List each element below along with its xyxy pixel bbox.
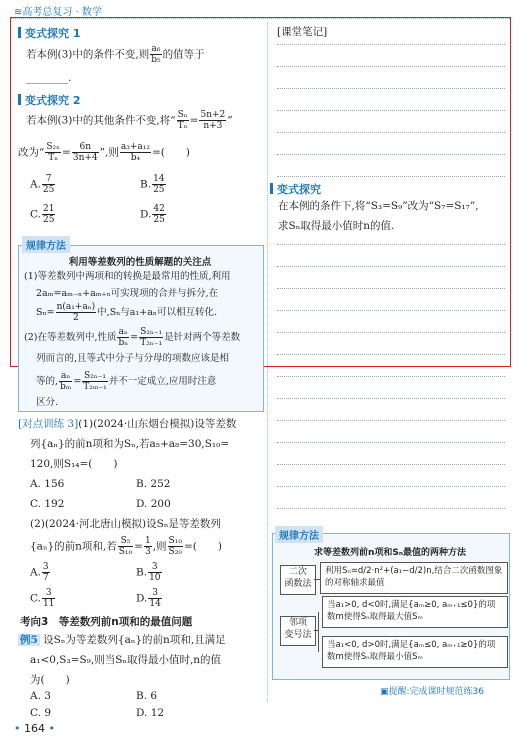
note-line [277, 508, 505, 509]
variant-2-title: 变式探究 2 [18, 92, 80, 108]
method-2-case-1: 当a₁>0, d<0时,满足{aₘ≥0, aₘ₊₁≤0}的项数m使得Sₙ取得最大值Sₘ [322, 596, 508, 628]
drill-option-d[interactable]: D. 200 [136, 498, 171, 510]
note-line [277, 110, 505, 111]
drill-line-1: [对点训练 3](1)(2024·山东烟台模拟)设等差数 [18, 418, 237, 430]
example-5-line-1: 例5 设Sₙ为等差数列{aₙ}的前n项和,且满足 [20, 634, 226, 646]
drill-option-c[interactable]: C. 192 [30, 498, 65, 510]
note-line [277, 310, 505, 311]
note-line [277, 132, 505, 133]
variant-2-option-c[interactable]: C. $\frac{21}{25}$ [30, 204, 55, 225]
variant-1-text: 若本例(3)中的条件不变,则 $\frac{\text{a₆}}{\text{b₅}}$ 的值等于 [26, 44, 205, 65]
method-2-label: 邻项 变号法 [280, 616, 316, 646]
note-line [277, 398, 505, 399]
note-line [277, 354, 505, 355]
variant-1-title: 变式探究 1 [18, 25, 80, 41]
drill-line-3: 120,则S₁₄=( ) [30, 458, 118, 470]
rule-box-1-tag: 规律方法 [22, 236, 70, 253]
rule-box-2-heading: 求等差数列前n项和Sₙ最值的两种方法 [314, 548, 466, 558]
drill-option-a[interactable]: A. 156 [30, 478, 65, 490]
drill-line-2: 列{aₙ}的前n项和为Sₙ,若a₅+a₈=30,S₁₀= [30, 438, 230, 450]
variant-2-line-2: 改为“ $\frac{\text{S₂ₙ}}{\text{Tₙ}}$ = $\frac{6n}{3n+4}$ ”,则 $\frac{\text{a₃+a₁₂}}{\text{b₄}}$ =( ) [18, 142, 190, 163]
note-line [277, 288, 505, 289]
connector [318, 612, 319, 652]
footer-tip: ▣提醒:完成课时规范练36 [380, 687, 484, 697]
rule-box-1-heading: 利用等差数列的性质解题的关注点 [68, 257, 212, 268]
direction-3-title: 考向3 等差数列前n项和的最值问题 [20, 616, 193, 628]
example-5-option-c[interactable]: C. 9 [30, 707, 52, 719]
note-line [277, 332, 505, 333]
note-line [277, 88, 505, 89]
note-line [277, 442, 505, 443]
variant-2-option-d[interactable]: D. $\frac{42}{25}$ [140, 204, 165, 225]
notes-title: [课堂笔记] [277, 26, 328, 38]
rule-box-2-tag: 规律方法 [275, 526, 323, 543]
note-line [277, 376, 505, 377]
page-number: • 164 • [14, 722, 55, 735]
variant-2-option-a[interactable]: A. $\frac{7}{25}$ [30, 174, 55, 195]
method-1-text: 利用Sₙ=d/2·n²+(a₁−d/2)n,结合二次函数图象的对称轴求最值 [320, 562, 508, 594]
variant-3-line-1: 在本例的条件下,将“S₃=S₉”改为“S₇=S₁₇”, [278, 200, 479, 212]
example-5-option-d[interactable]: D. 12 [136, 707, 165, 719]
example-5-option-a[interactable]: A. 3 [30, 690, 51, 702]
note-line [277, 464, 505, 465]
example-5-option-b[interactable]: B. 6 [136, 690, 158, 702]
example-5-line-3: 为( ) [30, 674, 70, 686]
drill-line-4: (2)(2024·河北唐山模拟)设Sₙ是等差数列 [30, 518, 221, 530]
drill-2-option-a[interactable]: A. $\frac{3}{7}$ [30, 562, 49, 583]
example-5-line-2: a₁<0,S₃=S₉,则当Sₙ取得最小值时,n的值 [30, 654, 222, 666]
rule-box-1-body: (1)等差数列中两项和的转换是最常用的性质,利用 2aₘ=aₘ₋ₙ+aₘ₊ₙ可实现项的合并与拆分,在 Sₙ= $\frac{\text{n(a₁+aₙ)}}{2}$ 中,Sₙ与a₁+aₙ可以相互转化. (2)在等差数列中,性质 $\frac{\text{aₙ}}{\text{bₙ}}$ = $\frac{\text{S₂ₙ₋₁}}{\text{T₂ₙ₋₁}}$ 是针对两个等差数 列而言的,且等式中分子与分母的项数应该是相 等的, $\frac{\text{aₙ}}{\text{bₘ}}$ = $\frac{\text{S₂ₙ₋₁}}{\text{T₂ₘ₋₁}}$ 并不一定成立,应用时注意 区分. [24, 271, 241, 408]
drill-2-option-b[interactable]: B. $\frac{3}{10}$ [136, 562, 161, 583]
note-line [277, 154, 505, 155]
page-header: ≋高考总复习 · 数学 [14, 7, 102, 18]
variant-3-line-2: 求Sₙ取得最小值时n的值. [278, 220, 395, 232]
drill-2-option-c[interactable]: C. $\frac{3}{11}$ [30, 588, 55, 609]
note-line [277, 244, 505, 245]
note-line [277, 66, 505, 67]
method-2-case-2: 当a₁<0, d>0时,满足{aₘ≤0, aₘ₊₁≥0}的项数m使得Sₙ取得最小值Sₘ [322, 636, 508, 668]
note-line [277, 486, 505, 487]
note-line [277, 44, 505, 45]
drill-2-option-d[interactable]: D. $\frac{3}{14}$ [136, 588, 161, 609]
note-line [277, 266, 505, 267]
method-1-label: 二次 函数法 [280, 565, 316, 595]
variant-2-line-1: 若本例(3)中的其他条件不变,将“ $\frac{\text{Sₙ}}{\text{Tₙ}}$ = $\frac{5n+2}{n+3}$ ” [26, 110, 233, 131]
variant-1-blank: ________. [26, 72, 72, 84]
drill-line-5: {aₙ}的前n项和,若 $\frac{\text{S₅}}{\text{S₁₀}}$ = $\frac{1}{3}$ ,则 $\frac{\text{S₁₀}}{\text{S₂₀}}$ =( ) [30, 536, 222, 557]
drill-option-b[interactable]: B. 252 [136, 478, 171, 490]
variant-3-title: 变式探究 [270, 181, 321, 197]
note-line [277, 420, 505, 421]
variant-2-option-b[interactable]: B. $\frac{14}{25}$ [140, 174, 165, 195]
note-line [277, 176, 505, 177]
